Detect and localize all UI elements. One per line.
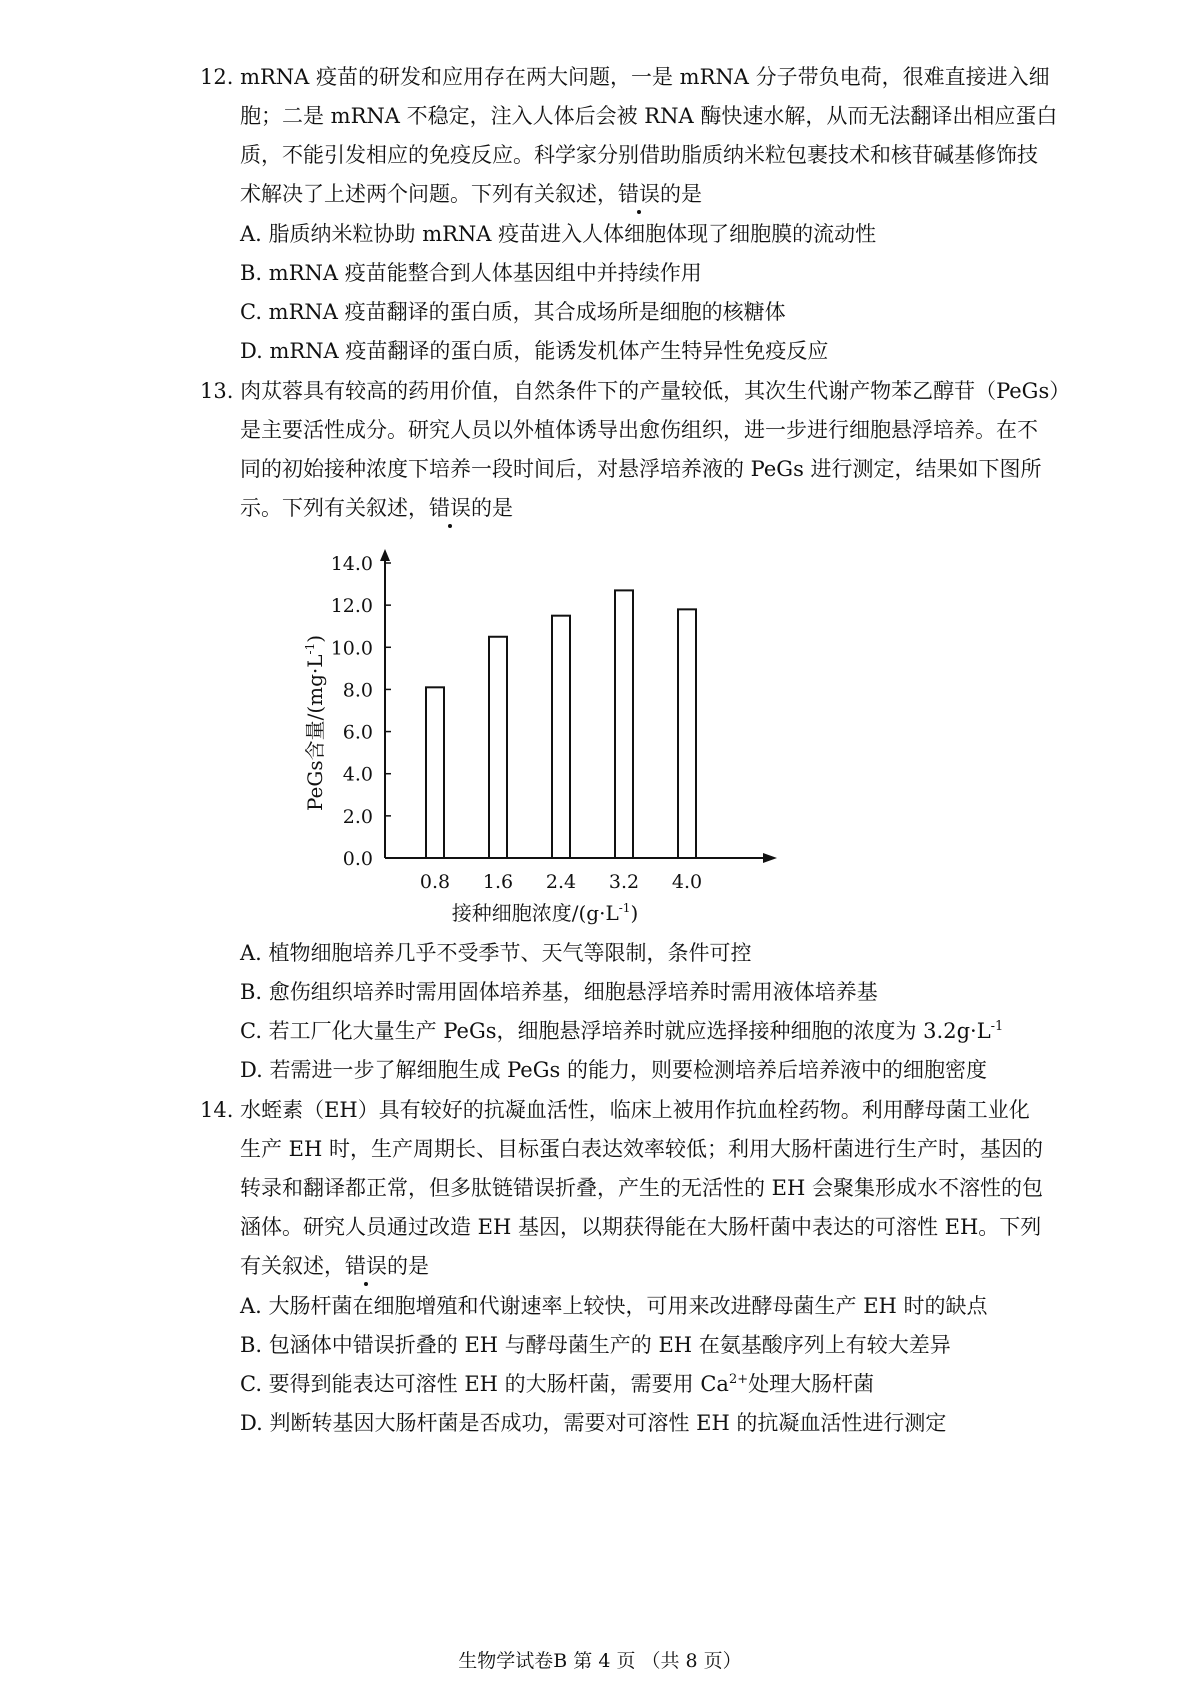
- q14-option-b: B. 包涵体中错误折叠的 EH 与酵母菌生产的 EH 在氨基酸序列上有较大差异: [240, 1333, 951, 1357]
- q13-stem-tail: 的是: [471, 496, 513, 520]
- y-tick-label: 6.0: [342, 721, 373, 744]
- y-tick-label: 14.0: [330, 553, 373, 575]
- bar: [426, 687, 444, 858]
- q12-emphasis: 错误: [618, 179, 660, 209]
- q14-option-a: A. 大肠杆菌在细胞增殖和代谢速率上较快，可用来改进酵母菌生产 EH 时的缺点: [240, 1294, 988, 1318]
- y-tick-label: 2.0: [342, 805, 373, 828]
- q13-option-c-sup: -1: [990, 1019, 1004, 1034]
- x-axis-arrow: [763, 853, 777, 863]
- x-tick-label: 2.4: [545, 871, 577, 893]
- q14-line-2: 生产 EH 时，生产周期长、目标蛋白表达效率较低；利用大肠杆菌进行生产时，基因的: [240, 1137, 1043, 1161]
- q14-line-4: 涵体。研究人员通过改造 EH 基因，以期获得能在大肠杆菌中表达的可溶性 EH。下列: [240, 1215, 1042, 1239]
- q14-emphasis: 错误: [345, 1251, 387, 1281]
- q12-line-2: 胞；二是 mRNA 不稳定，注入人体后会被 RNA 酶快速水解，从而无法翻译出相应蛋白: [240, 104, 1058, 128]
- y-tick-label: 10.0: [330, 637, 373, 660]
- q12-option-c: C. mRNA 疫苗翻译的蛋白质，其合成场所是细胞的核糖体: [240, 300, 786, 324]
- q13-stem-end: 示。下列有关叙述，: [240, 496, 429, 520]
- y-axis-arrow: [380, 549, 390, 561]
- y-tick-label: 8.0: [342, 679, 373, 702]
- q13-option-c-text: C. 若工厂化大量生产 PeGs，细胞悬浮培养时就应选择接种细胞的浓度为 3.2g·L: [240, 1019, 991, 1043]
- q14-option-c-tail: 处理大肠杆菌: [748, 1372, 875, 1396]
- q12-line-4: [240, 179, 702, 209]
- q14-line-1: 14. 水蛭素（EH）具有较好的抗凝血活性，临床上被用作抗血栓药物。利用酵母菌工业化: [200, 1098, 1030, 1122]
- q12-line-3: 质，不能引发相应的免疫反应。科学家分别借助脂质纳米粒包裹技术和核苷碱基修饰技: [240, 143, 1038, 167]
- q12-option-a: A. 脂质纳米粒协助 mRNA 疫苗进入人体细胞体现了细胞膜的流动性: [240, 222, 877, 246]
- y-axis-label: PeGs含量$/(mg\cdot L^{-1})$: [303, 634, 327, 812]
- q14-option-d: D. 判断转基因大肠杆菌是否成功，需要对可溶性 EH 的抗凝血活性进行测定: [240, 1411, 947, 1435]
- bar: [489, 637, 507, 858]
- x-tick-label: 3.2: [608, 871, 640, 893]
- q14-option-c: [240, 1369, 874, 1399]
- chart-bars: [426, 590, 696, 858]
- x-axis-ticks: [420, 871, 702, 893]
- bar: [678, 609, 696, 858]
- q12-option-d: D. mRNA 疫苗翻译的蛋白质，能诱发机体产生特异性免疫反应: [240, 339, 829, 363]
- y-tick-label: 0.0: [342, 848, 373, 870]
- x-tick-label: 1.6: [482, 871, 514, 893]
- q13-option-d: D. 若需进一步了解细胞生成 PeGs 的能力，则要检测培养后培养液中的细胞密度: [240, 1058, 987, 1082]
- q14-line-5: [240, 1251, 429, 1281]
- q13-line-2: 是主要活性成分。研究人员以外植体诱导出愈伤组织，进一步进行细胞悬浮培养。在不: [240, 418, 1038, 442]
- x-tick-label: 4.0: [671, 871, 703, 893]
- q12-option-b: B. mRNA 疫苗能整合到人体基因组中并持续作用: [240, 261, 702, 285]
- q12-line-1: 12. mRNA 疫苗的研发和应用存在两大问题，一是 mRNA 分子带负电荷，很难直接进入细: [200, 65, 1050, 89]
- q13-line-3: 同的初始接种浓度下培养一段时间后，对悬浮培养液的 PeGs 进行测定，结果如下图所: [240, 457, 1042, 481]
- q14-stem-end: 有关叙述，: [240, 1254, 345, 1278]
- q13-option-c: [240, 1016, 1003, 1046]
- q14-stem-tail: 的是: [387, 1254, 429, 1278]
- pegs-bar-chart: [300, 548, 800, 938]
- q12-stem-end: 术解决了上述两个问题。下列有关叙述，: [240, 182, 618, 206]
- q13-option-b: B. 愈伤组织培养时需用固体培养基，细胞悬浮培养时需用液体培养基: [240, 980, 878, 1004]
- y-axis-ticks: [331, 553, 391, 870]
- q13-option-a: A. 植物细胞培养几乎不受季节、天气等限制，条件可控: [240, 941, 752, 965]
- q14-line-3: 转录和翻译都正常，但多肽链错误折叠，产生的无活性的 EH 会聚集形成水不溶性的包: [240, 1176, 1043, 1200]
- q14-option-c-sup: 2+: [728, 1372, 749, 1387]
- bar: [615, 590, 633, 858]
- bar: [552, 616, 570, 858]
- x-axis-label: 接种细胞浓度$/(g\cdot L^{-1})$: [451, 901, 639, 925]
- q14-option-c-text: C. 要得到能表达可溶性 EH 的大肠杆菌，需要用 Ca: [240, 1372, 729, 1396]
- q13-line-1: 13. 肉苁蓉具有较高的药用价值，自然条件下的产量较低，其次生代谢产物苯乙醇苷（PeGs）: [200, 379, 1071, 403]
- q12-stem-tail: 的是: [660, 182, 702, 206]
- x-tick-label: 0.8: [419, 871, 451, 893]
- q13-emphasis: 错误: [429, 493, 471, 523]
- y-tick-label: 4.0: [342, 763, 373, 786]
- q13-line-4: [240, 493, 513, 523]
- page-footer: 生物学试卷B 第 4 页 （共 8 页）: [458, 1650, 742, 1672]
- y-tick-label: 12.0: [330, 595, 373, 618]
